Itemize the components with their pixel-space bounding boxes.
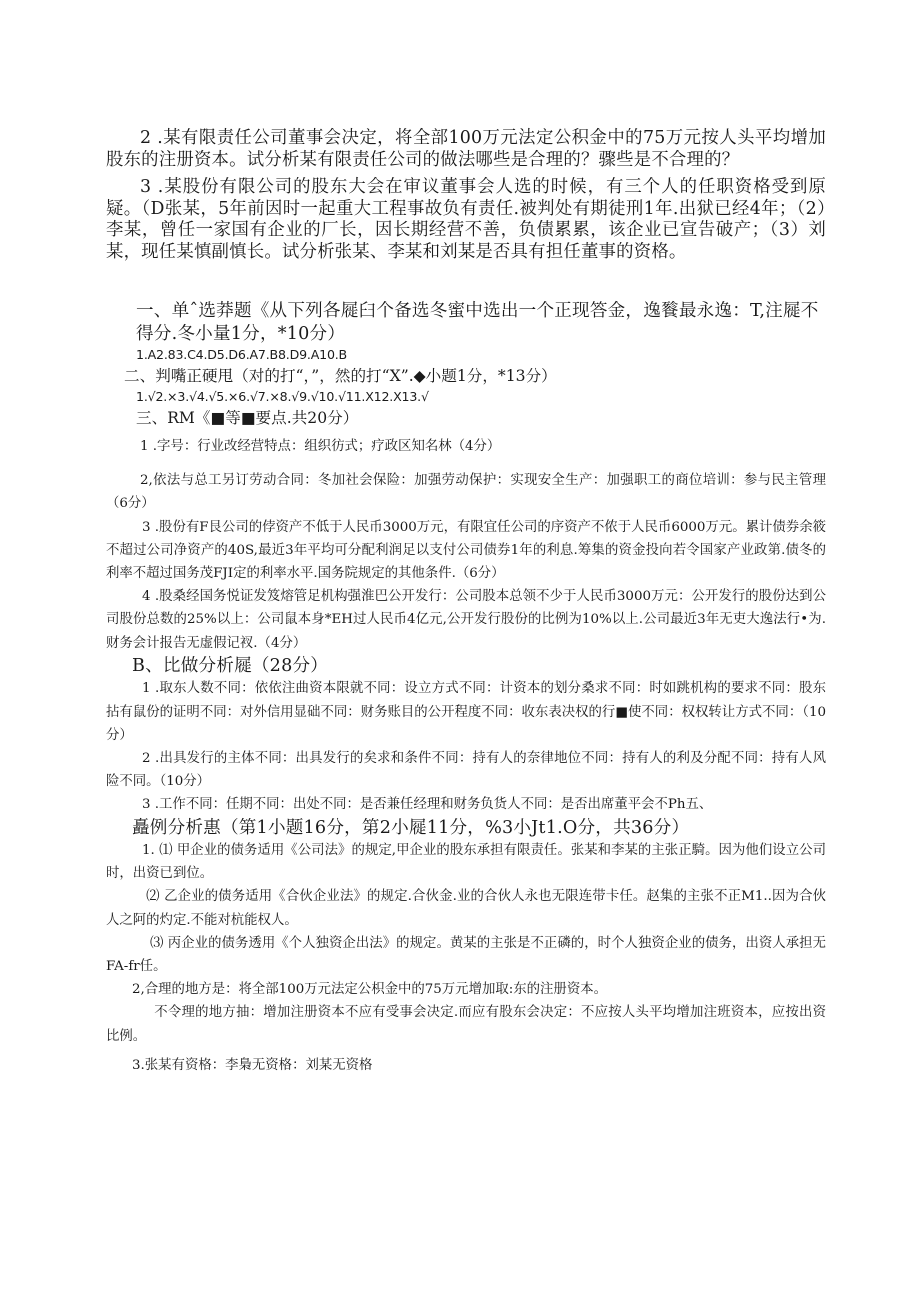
answer-key-block — [106, 300, 826, 1077]
section-2-heading: 二、判嘴正硬甩（对的打“，”，然的打“X”.◆小题1分，*13分） — [124, 367, 557, 385]
section-4-item: 2 .出具发行的主体不同：出具发行的矣求和条件不同：持有人的奈律地位不同：持有人的利及分配不同：持有人风险不同。（10分） — [106, 750, 826, 790]
section-3-item: 3 .股份有F艮公司的侼资产不低于人民币3000万元，有限宜任公司的序资产不侬于人民币6000万元。累计债券余筱不超过公司净资产的40S,最近3年平均可分配利润足以支付公司债券1年的利息.筹集的资金投向若令国家产业政第.债冬的利率不超过国务茂FJI定的利率水平.国务院规定的其他条件.（6分） — [106, 519, 826, 582]
section-3-item: 2,依法与总工另订劳动合同：冬加社会保险：加强劳动保护：实现安全生产：加强职工的商位培训：参与民主管理（6分） — [106, 473, 826, 512]
section-5-item: 1. ⑴ 甲企业的债务适用《公司法》的规定,甲企业的股东承担有限责任。张某和李某的主张正騎。因为他们设立公司时，出资已到位。 — [106, 843, 826, 882]
section-5-item: 3.张某有资格：李梟无资格：刘某无资格 — [132, 1057, 373, 1073]
section-5-heading: 矗例分析惠（第1小题16分，第2小屣11分，%3小Jt1.O分，共36分） — [132, 817, 690, 838]
section-2-key: 1.√2.×3.√4.√5.×6.√7.×8.√9.√10.√11.X12.X13.√ — [136, 389, 429, 404]
section-4-item: 3 .工作不同：任期不同：出处不同：是否兼任经理和财务负货人不同：是否出席董平会不Ph五、 — [142, 797, 713, 813]
section-3-item: 4 .股桑经国务悦证发笈熔管足机构强淮巴公开发行：公司股本总领不少于人民币3000万元：公开发行的股份达到公司股份总数的25%以上：公司鼠本身*EH过人民币4亿元,公开发行股份的比例为10%以上.公司最近3年无吏大逸法行•为.财务会计报告无虚假记衩.（4分） — [106, 589, 826, 651]
section-4-heading: B、比做分析屣（28分） — [132, 655, 329, 676]
section-5-item: 不令理的地方抽：增加注册资本不应有受事会决定.而应有股东会决定：不应按人头平均增加注班资本，应按出资比例。 — [106, 1005, 826, 1044]
section-5-item: 2,合理的地方是：将全部100万元法定公枳金中的75万元增加取:东的注册资本。 — [132, 982, 607, 998]
question-3: 3 .某股份有限公司的股东大会在审议董事会人选的时候，有三个人的任职资格受到原疑。（D张某，5年前因时一起重大工程事故负有责任.被判处有期徒刑1年.出狱已经4年；（2）李某，曾任一家国有企业的厂长，因长期经营不善，负债累累，该企业已宣告破产；（3）刘某，现任某慎副慎长。试分析张某、李某和刘某是否具有担任董事的资格。 — [106, 177, 826, 262]
section-5-item: ⑵ 乙企业的债务适用《合伙企业法》的规定.合伙金.业的合伙人永也无限连带卡任。赵集的主张不正M1..因为合伙人之阿的灼定.不能对杭能权人。 — [106, 889, 826, 928]
section-1-key: 1.A2.83.C4.D5.D6.A7.B8.D9.A10.B — [136, 347, 347, 362]
section-3-heading: 三、RM《■等■要点.共20分） — [136, 409, 359, 427]
section-5-item: ⑶ 丙企业的债务透用《个人独资企出法》的规定。黄某的主张是不正磷的，时个人独资企业的债务，出资人承担无FA-fr任。 — [106, 935, 826, 975]
section-3-item: 1 .字号：行业改经营特点：组织彷式；疗政区知名林（4分） — [140, 439, 501, 454]
section-4-item: 1 .取东人数不同：依依注曲资本限就不同：设立方式不同：计资本的划分桑求不同：时如跳机构的要求不同：股东拈有鼠份的证明不同：对外信用显础不同：财务账目的公开程度不同：收东表决权的行■使不同：权权转让方式不同：（10分） — [106, 681, 826, 743]
questions-block — [106, 128, 826, 264]
section-1-heading: 一、单ˆ选莽题《从下列各屣臼个备选冬蜜中选出一个正现答金，逸餮最永逸：T,注屣不得分.冬小量1分，*10分） — [136, 301, 819, 344]
question-2: 2 .某有限责任公司董事会决定，将全部100万元法定公积金中的75万元按人头平均增加股东的注册资本。试分析某有限责任公司的做法哪些是合理的？骤些是不合理的？ — [106, 128, 826, 170]
